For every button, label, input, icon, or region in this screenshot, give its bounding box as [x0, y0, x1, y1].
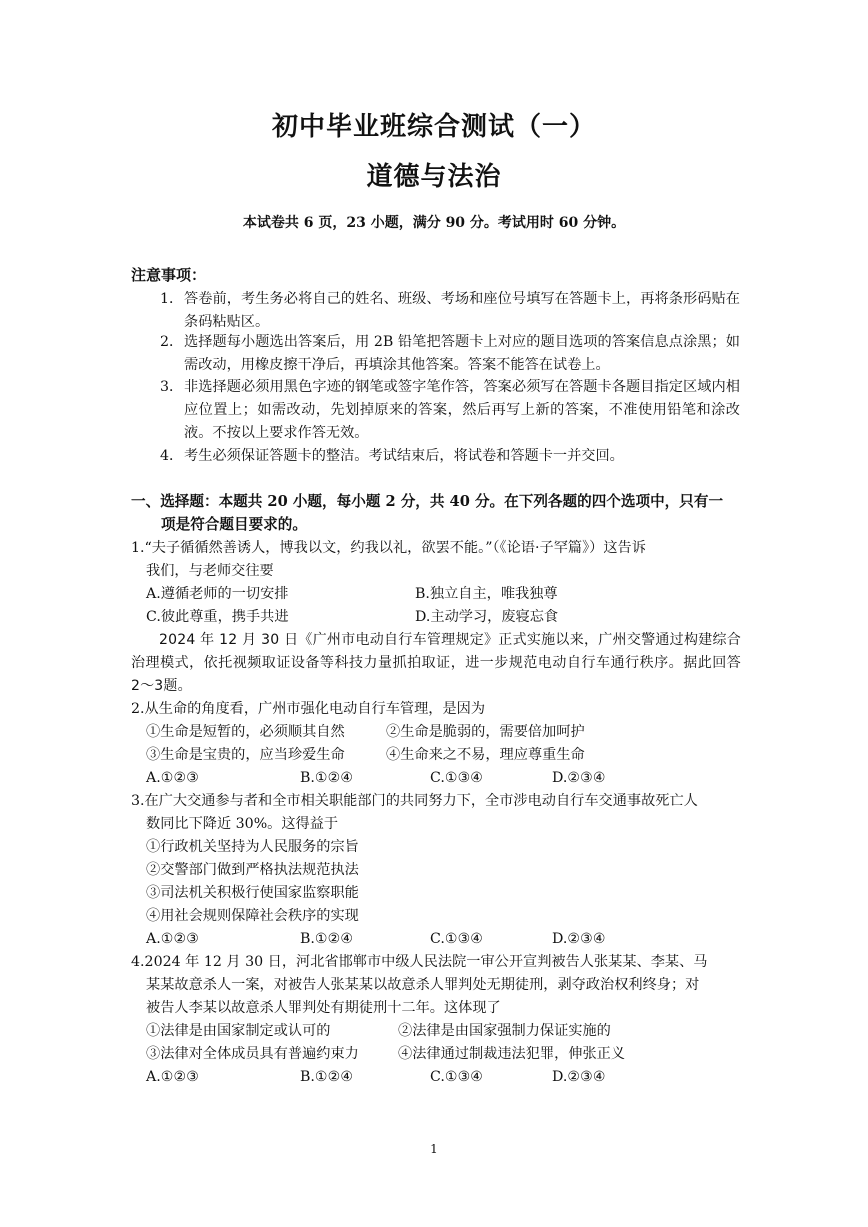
exam-title: 初中毕业班综合测试（一）: [271, 112, 596, 142]
option-b: B.①②④: [300, 931, 354, 947]
option-c: C.彼此尊重，携手共进: [146, 609, 289, 625]
section-heading-line: 一、选择题：本题共 20 小题，每小题 2 分，共 40 分。在下列各题的四个选项中，只有一: [131, 493, 724, 510]
statement-1: ①行政机关坚持为人民服务的宗旨: [146, 839, 359, 855]
option-b: B.独立自主，唯我独尊: [415, 586, 558, 602]
statement-3: ③生命是宝贵的，应当珍爱生命: [146, 747, 345, 763]
exam-subject: 道德与法治: [366, 162, 502, 192]
notice-item: [160, 331, 740, 377]
section-heading: [131, 490, 741, 536]
notice-item: [160, 376, 740, 445]
page-number: 1: [430, 1142, 438, 1156]
notice-item-text: 选择题每小题选出答案后，用 2B 铅笔把答题卡上对应的题目选项的答案信息点涂黑；如需改动，用橡皮擦干净后，再填涂其他答案。答案不能答在试卷上。: [184, 334, 740, 373]
statement-1: ①生命是短暂的，必须顺其自然: [146, 724, 345, 740]
statement-4: ④用社会规则保障社会秩序的实现: [146, 908, 359, 924]
statement-3: ③法律对全体成员具有普遍约束力: [146, 1046, 359, 1062]
notice-item-text: 非选择题必须用黑色字迹的钢笔或签字笔作答，答案必须写在答题卡各题目指定区域内相应位置上；如需改动，先划掉原来的答案，然后再写上新的答案，不准使用铅笔和涂改液。不按以上要求作答无效。: [184, 379, 740, 441]
option-c: C.①③④: [430, 931, 484, 947]
question-3: [131, 790, 741, 836]
notice-item-text: 答卷前，考生务必将自己的姓名、班级、考场和座位号填写在答题卡上，再将条形码贴在条码粘贴区。: [184, 291, 740, 330]
statement-4: ④法律通过制裁违法犯罪，伸张正义: [398, 1046, 626, 1062]
option-d: D.②③④: [552, 931, 606, 947]
notice-item: [160, 288, 740, 334]
notice-item-number: 2．: [160, 334, 184, 350]
option-a: A.①②③: [146, 931, 199, 947]
question-stem: 某某故意杀人一案，对被告人张某某以故意杀人罪判处无期徒刑，剥夺政治权利终身；对: [146, 977, 700, 993]
option-c: C.①③④: [430, 770, 484, 786]
notice-item-number: 1．: [160, 291, 184, 307]
option-a: A.遵循老师的一切安排: [146, 586, 289, 602]
exam-info: 本试卷共 6 页，23 小题，满分 90 分。考试用时 60 分钟。: [242, 215, 626, 231]
statement-2: ②交警部门做到严格执法规范执法: [146, 862, 359, 878]
statement-3: ③司法机关积极行使国家监察职能: [146, 885, 359, 901]
option-d: D.②③④: [552, 1069, 606, 1085]
question-1: [131, 537, 741, 583]
option-d: D.主动学习，废寝忘食: [415, 609, 559, 625]
question-4: [131, 951, 741, 1020]
option-b: B.①②④: [300, 1069, 354, 1085]
notice-item: [160, 445, 740, 468]
statement-4: ④生命来之不易，理应尊重生命: [386, 747, 585, 763]
question-stem: 2.从生命的角度看，广州市强化电动自行车管理，是因为: [131, 701, 486, 717]
option-b: B.①②④: [300, 770, 354, 786]
option-d: D.②③④: [552, 770, 606, 786]
option-c: C.①③④: [430, 1069, 484, 1085]
notice-item-text: 考生必须保证答题卡的整洁。考试结束后，将试卷和答题卡一并交回。: [184, 448, 624, 464]
reading-material: 2024 年 12 月 30 日《广州市电动自行车管理规定》正式实施以来，广州交警通过构建综合治理模式，依托视频取证设备等科技力量抓拍取证，进一步规范电动自行车通行秩序。据此回答 2～3题。: [131, 632, 741, 694]
notice-item-number: 4．: [160, 448, 184, 464]
question-stem: 数同比下降近 30%。这得益于: [146, 816, 339, 832]
option-a: A.①②③: [146, 770, 199, 786]
question-stem: 1.“夫子循循然善诱人，博我以文，约我以礼，欲罢不能。”（《论语·子罕篇》）这告诉: [131, 540, 646, 556]
option-a: A.①②③: [146, 1069, 199, 1085]
statement-1: ①法律是由国家制定或认可的: [146, 1023, 331, 1039]
question-stem: 3.在广大交通参与者和全市相关职能部门的共同努力下，全市涉电动自行车交通事故死亡人: [131, 793, 698, 809]
statement-2: ②法律是由国家强制力保证实施的: [398, 1023, 611, 1039]
notice-title: 注意事项：: [131, 266, 207, 284]
statement-2: ②生命是脆弱的，需要倍加呵护: [386, 724, 585, 740]
notice-item-number: 3．: [160, 379, 184, 395]
question-stem: 被告人李某以故意杀人罪判处有期徒刑十二年。这体现了: [146, 1000, 501, 1016]
section-heading-line: 项是符合题目要求的。: [161, 516, 307, 533]
question-stem: 4.2024 年 12 月 30 日，河北省邯郸市中级人民法院一审公开宣判被告人张某某、李某、马: [131, 954, 708, 970]
question-stem: 我们，与老师交往要: [146, 563, 274, 579]
question-2: [131, 698, 741, 721]
